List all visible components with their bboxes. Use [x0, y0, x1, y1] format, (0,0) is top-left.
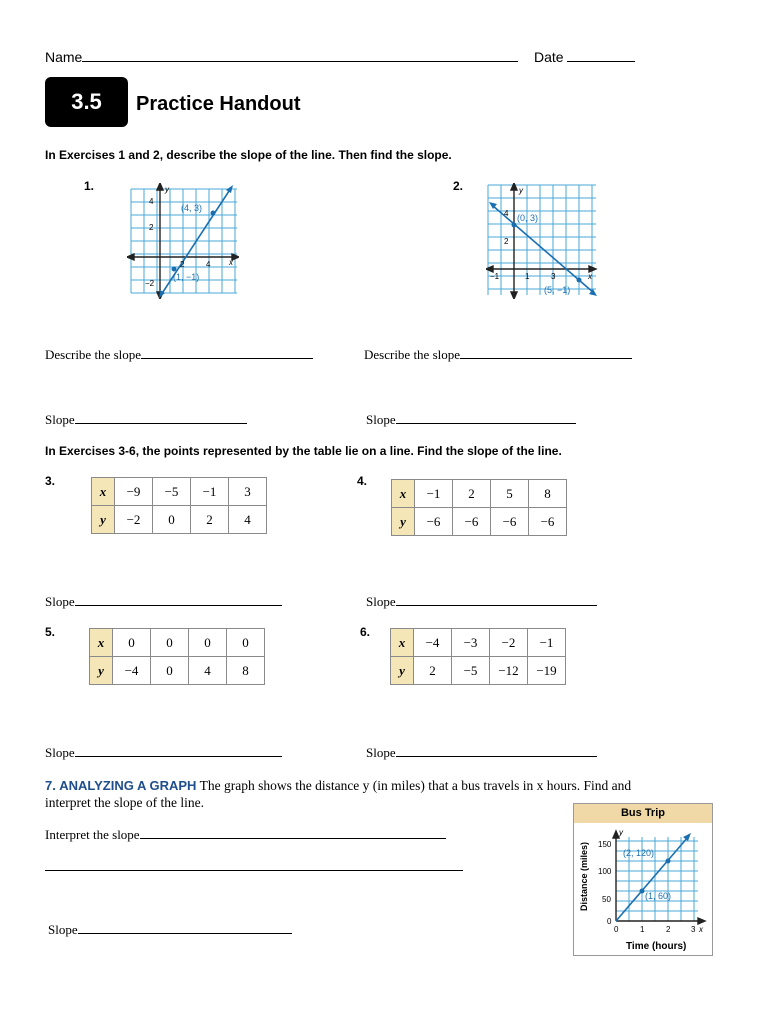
- row-header-y: y: [391, 657, 414, 685]
- exercise-6-table: [390, 628, 566, 685]
- ex1-tick-label: −2: [145, 279, 155, 288]
- ex7-slope-field[interactable]: [48, 921, 292, 938]
- exercise-1-graph: [127, 183, 239, 299]
- ex4-slope-field[interactable]: [366, 593, 597, 610]
- date-field[interactable]: [534, 47, 635, 65]
- table-row: [90, 657, 265, 685]
- table-row: [391, 629, 566, 657]
- ex2-slope-field[interactable]: [366, 411, 576, 428]
- exercise-3-number: 3.: [45, 474, 56, 488]
- table-row: [392, 508, 567, 536]
- row-header-x: x: [90, 629, 113, 657]
- bus-trip-graph: [573, 803, 713, 956]
- table-cell: −3: [452, 629, 490, 657]
- exercise-7-number: 7.: [45, 778, 56, 793]
- graph-y-axis-label: y: [619, 828, 623, 837]
- table-cell: 0: [151, 629, 189, 657]
- date-label: Date: [534, 49, 564, 65]
- table-cell: 3: [229, 478, 267, 506]
- graph-x-tick: 0: [614, 925, 619, 934]
- name-field[interactable]: [45, 47, 518, 65]
- slope-label: Slope: [45, 745, 75, 760]
- interpret-blank-2[interactable]: [45, 858, 463, 871]
- ex1-x-axis-label: x: [229, 258, 233, 267]
- table-cell: −2: [490, 629, 528, 657]
- graph-y-tick: 0: [607, 917, 612, 926]
- table-cell: 2: [453, 480, 491, 508]
- table-cell: −6: [491, 508, 529, 536]
- table-cell: −6: [453, 508, 491, 536]
- table-row: [392, 480, 567, 508]
- slope-blank[interactable]: [396, 593, 597, 606]
- ex1-tick-label: 4: [149, 197, 154, 206]
- row-header-y: y: [392, 508, 415, 536]
- ex2-tick-label: −1: [490, 272, 500, 281]
- ex2-tick-label: 2: [504, 237, 509, 246]
- table-cell: 0: [189, 629, 227, 657]
- table-cell: 8: [529, 480, 567, 508]
- exercise-7-text-2: interpret the slope of the line.: [45, 795, 204, 810]
- table-cell: −9: [115, 478, 153, 506]
- table-cell: −1: [528, 629, 566, 657]
- exercise-1-number: 1.: [84, 179, 95, 193]
- table-cell: 8: [227, 657, 265, 685]
- table-row: [92, 478, 267, 506]
- slope-blank[interactable]: [78, 921, 292, 934]
- exercise-2-graph: [486, 183, 598, 299]
- graph-y-tick: 100: [598, 867, 612, 876]
- slope-blank[interactable]: [396, 411, 576, 424]
- slope-label: Slope: [45, 594, 75, 609]
- ex2-tick-label: 3: [551, 272, 556, 281]
- table-row: [90, 629, 265, 657]
- exercise-4-number: 4.: [357, 474, 368, 488]
- table-cell: −2: [115, 506, 153, 534]
- graph-x-axis-label: x: [699, 925, 703, 934]
- table-row: [391, 657, 566, 685]
- table-cell: 0: [227, 629, 265, 657]
- date-blank[interactable]: [567, 47, 635, 62]
- instruction-2: In Exercises 3-6, the points represented by the table lie on a line. Find the slope of the line.: [45, 444, 562, 458]
- section-badge: 3.5: [45, 77, 128, 127]
- row-header-y: y: [90, 657, 113, 685]
- graph-x-tick: 3: [691, 925, 696, 934]
- table-cell: 2: [191, 506, 229, 534]
- graph-point-label: (1, 60): [645, 891, 672, 901]
- slope-label: Slope: [366, 412, 396, 427]
- instruction-1: In Exercises 1 and 2, describe the slope of the line. Then find the slope.: [45, 148, 452, 162]
- row-header-x: x: [391, 629, 414, 657]
- exercise-5-table: [89, 628, 265, 685]
- slope-label: Slope: [48, 922, 78, 937]
- ex6-slope-field[interactable]: [366, 744, 597, 761]
- ex2-tick-label: 4: [504, 209, 509, 218]
- describe-blank[interactable]: [141, 346, 313, 359]
- ex3-slope-field[interactable]: [45, 593, 282, 610]
- ex2-y-axis-label: y: [519, 186, 523, 195]
- name-label: Name: [45, 49, 83, 65]
- slope-blank[interactable]: [75, 593, 282, 606]
- ex1-slope-field[interactable]: [45, 411, 247, 428]
- table-cell: −12: [490, 657, 528, 685]
- describe-blank[interactable]: [460, 346, 632, 359]
- table-row: [92, 506, 267, 534]
- exercise-7-line-1: [45, 777, 725, 794]
- slope-blank[interactable]: [396, 744, 597, 757]
- graph-x-tick: 2: [666, 925, 671, 934]
- row-header-x: x: [392, 480, 415, 508]
- exercise-3-table: [91, 477, 267, 534]
- ex1-y-axis-label: y: [165, 185, 169, 194]
- describe-label: Describe the slope: [364, 347, 461, 362]
- ex1-tick-label: 2: [180, 260, 185, 269]
- row-header-x: x: [92, 478, 115, 506]
- graph-point-label: (2, 120): [623, 848, 655, 858]
- exercise-4-table: [391, 479, 567, 536]
- table-cell: −5: [153, 478, 191, 506]
- exercise-2-number: 2.: [453, 179, 464, 193]
- ex1-point-label: (1, −1): [173, 272, 200, 282]
- table-cell: −6: [529, 508, 567, 536]
- table-cell: −5: [452, 657, 490, 685]
- graph-x-label: Time (hours): [626, 941, 687, 952]
- ex2-point-label: (5, −1): [544, 285, 571, 295]
- row-header-y: y: [92, 506, 115, 534]
- exercise-5-number: 5.: [45, 625, 56, 639]
- ex1-describe-field[interactable]: [45, 346, 313, 363]
- interpret-field[interactable]: [45, 826, 446, 843]
- interpret-label: Interpret the slope: [45, 827, 140, 842]
- slope-label: Slope: [45, 412, 75, 427]
- ex1-point-label: (4, 3): [181, 203, 203, 213]
- ex1-tick-label: 4: [206, 260, 211, 269]
- table-cell: −19: [528, 657, 566, 685]
- exercise-7-text-1: The graph shows the distance y (in miles) that a bus travels in x hours. Find and: [199, 778, 632, 793]
- describe-label: Describe the slope: [45, 347, 142, 362]
- table-cell: 4: [189, 657, 227, 685]
- slope-blank[interactable]: [75, 411, 247, 424]
- page-title: Practice Handout: [136, 93, 301, 115]
- table-cell: −4: [113, 657, 151, 685]
- ex5-slope-field[interactable]: [45, 744, 282, 761]
- table-cell: 0: [151, 657, 189, 685]
- graph-y-tick: 150: [598, 840, 612, 849]
- graph-y-tick: 50: [602, 895, 611, 904]
- name-blank[interactable]: [82, 47, 518, 62]
- slope-label: Slope: [366, 745, 396, 760]
- table-cell: −1: [191, 478, 229, 506]
- table-cell: −1: [415, 480, 453, 508]
- bus-trip-plot: [574, 823, 710, 953]
- table-cell: −4: [414, 629, 452, 657]
- table-cell: 2: [414, 657, 452, 685]
- table-cell: −6: [415, 508, 453, 536]
- table-cell: 4: [229, 506, 267, 534]
- ex2-describe-field[interactable]: [364, 346, 632, 363]
- exercise-6-number: 6.: [360, 625, 371, 639]
- ex1-tick-label: 2: [149, 223, 154, 232]
- exercise-7-keyword: ANALYZING A GRAPH: [59, 778, 197, 793]
- graph-title: Bus Trip: [574, 804, 712, 823]
- ex2-tick-label: 1: [525, 272, 530, 281]
- slope-label: Slope: [366, 594, 396, 609]
- ex2-x-axis-label: x: [588, 272, 592, 281]
- ex2-point-label: (0, 3): [517, 213, 539, 223]
- graph-y-label: Distance (miles): [579, 841, 589, 911]
- slope-blank[interactable]: [75, 744, 282, 757]
- interpret-blank[interactable]: [140, 826, 446, 839]
- table-cell: 0: [153, 506, 191, 534]
- table-cell: 5: [491, 480, 529, 508]
- table-cell: 0: [113, 629, 151, 657]
- graph-x-tick: 1: [640, 925, 645, 934]
